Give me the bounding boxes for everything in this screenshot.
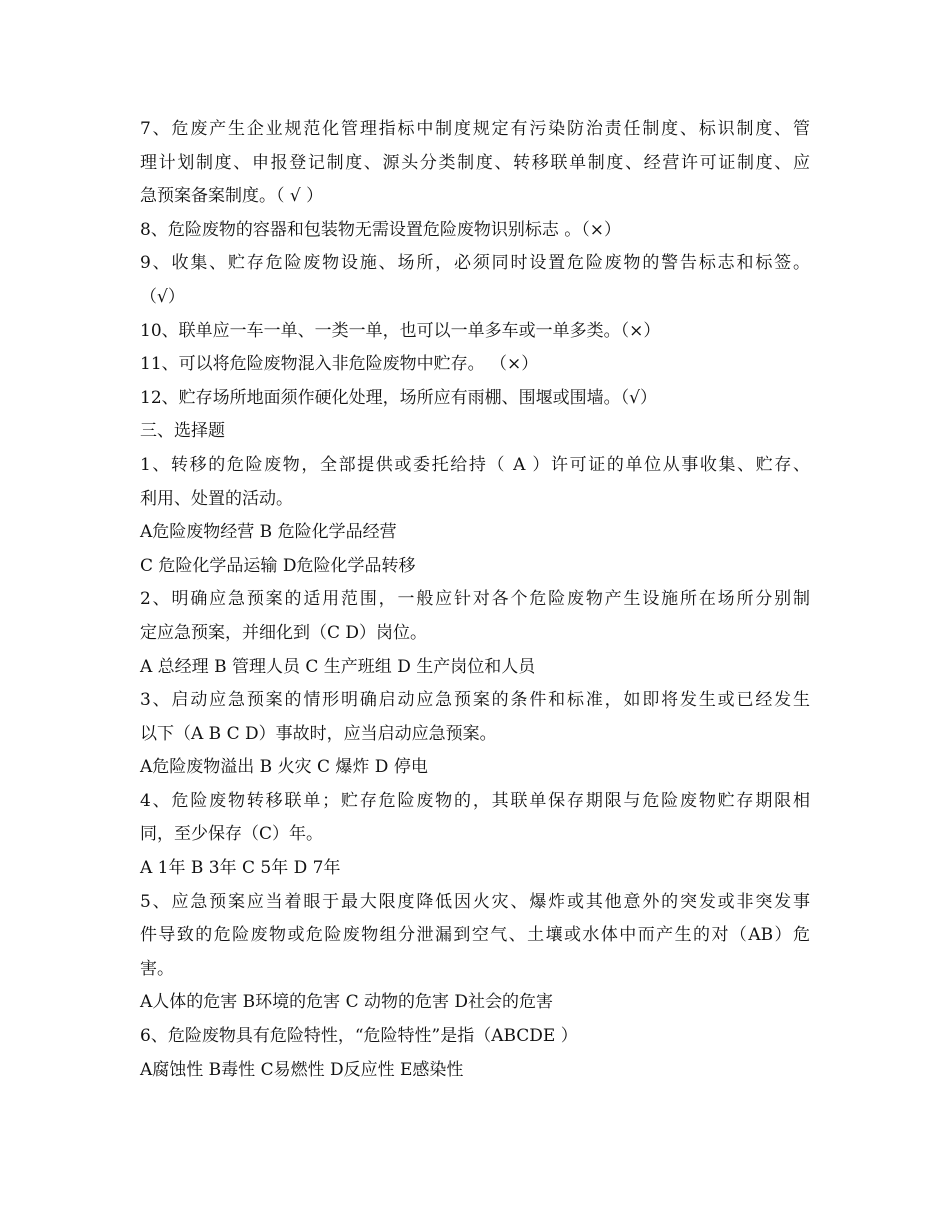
text-line: 害。 [140, 958, 174, 979]
answer-options: A人体的危害 B环境的危害 C 动物的危害 D社会的危害 [140, 992, 554, 1013]
text-line: 7、危废产生企业规范化管理指标中制度规定有污染防治责任制度、标识制度、管 [140, 119, 810, 139]
text-line: 理计划制度、申报登记制度、源头分类制度、转移联单制度、经营许可证制度、应 [140, 152, 810, 173]
answer-options: A 1年 B 3年 C 5年 D 7年 [140, 858, 341, 879]
text-line: （√） [140, 286, 185, 307]
text-line: 同，至少保存（C）年。 [140, 824, 324, 845]
text-line: 12、贮存场所地面须作硬化处理，场所应有雨棚、围堰或围墙。（√） [140, 387, 657, 408]
answer-options: A危险废物溢出 B 火灾 C 爆炸 D 停电 [140, 757, 428, 778]
answer-options: A 总经理 B 管理人员 C 生产班组 D 生产岗位和人员 [140, 656, 536, 677]
text-line: 9、收集、贮存危险废物设施、场所，必须同时设置危险废物的警告标志和标签。 [140, 253, 810, 274]
text-line: 1、转移的危险废物，全部提供或委托给持（ A ）许可证的单位从事收集、贮存、 [140, 454, 810, 475]
text-line: 4、危险废物转移联单；贮存危险废物的，其联单保存期限与危险废物贮存期限相 [140, 790, 810, 811]
text-line: 件导致的危险废物或危险废物组分泄漏到空气、土壤或水体中而产生的对（AB）危 [140, 925, 810, 946]
section-heading: 三、选择题 [140, 421, 225, 442]
text-line: 2、明确应急预案的适用范围，一般应针对各个危险废物产生设施所在场所分别制 [140, 589, 810, 610]
text-line: 急预案备案制度。（ √ ） [140, 186, 324, 207]
text-line: 定应急预案，并细化到（C D）岗位。 [140, 622, 428, 643]
answer-options: A危险废物经营 B 危险化学品经营 [140, 522, 397, 543]
text-line: 6、危险废物具有危险特性，“危险特性”是指（ABCDE ） [140, 1026, 578, 1047]
text-line: 利用、处置的活动。 [140, 488, 293, 509]
text-line: 3、启动应急预案的情形明确启动应急预案的条件和标准，如即将发生或已经发生 [140, 690, 810, 711]
answer-options: C 危险化学品运输 D危险化学品转移 [140, 555, 416, 576]
answer-options: A腐蚀性 B毒性 C易燃性 D反应性 E感染性 [140, 1059, 464, 1080]
text-line: 8、危险废物的容器和包装物无需设置危险废物识别标志 。（×） [140, 219, 621, 240]
text-line: 以下（A B C D）事故时，应当启动应急预案。 [140, 723, 497, 744]
text-line: 5、应急预案应当着眼于最大限度降低因火灾、爆炸或其他意外的突发或非突发事 [140, 891, 810, 912]
document-body [140, 113, 830, 1087]
text-line: 10、联单应一车一单、一类一单，也可以一单多车或一单多类。（×） [140, 320, 661, 341]
text-line: 11、可以将危险废物混入非危险废物中贮存。 （×） [140, 354, 539, 375]
